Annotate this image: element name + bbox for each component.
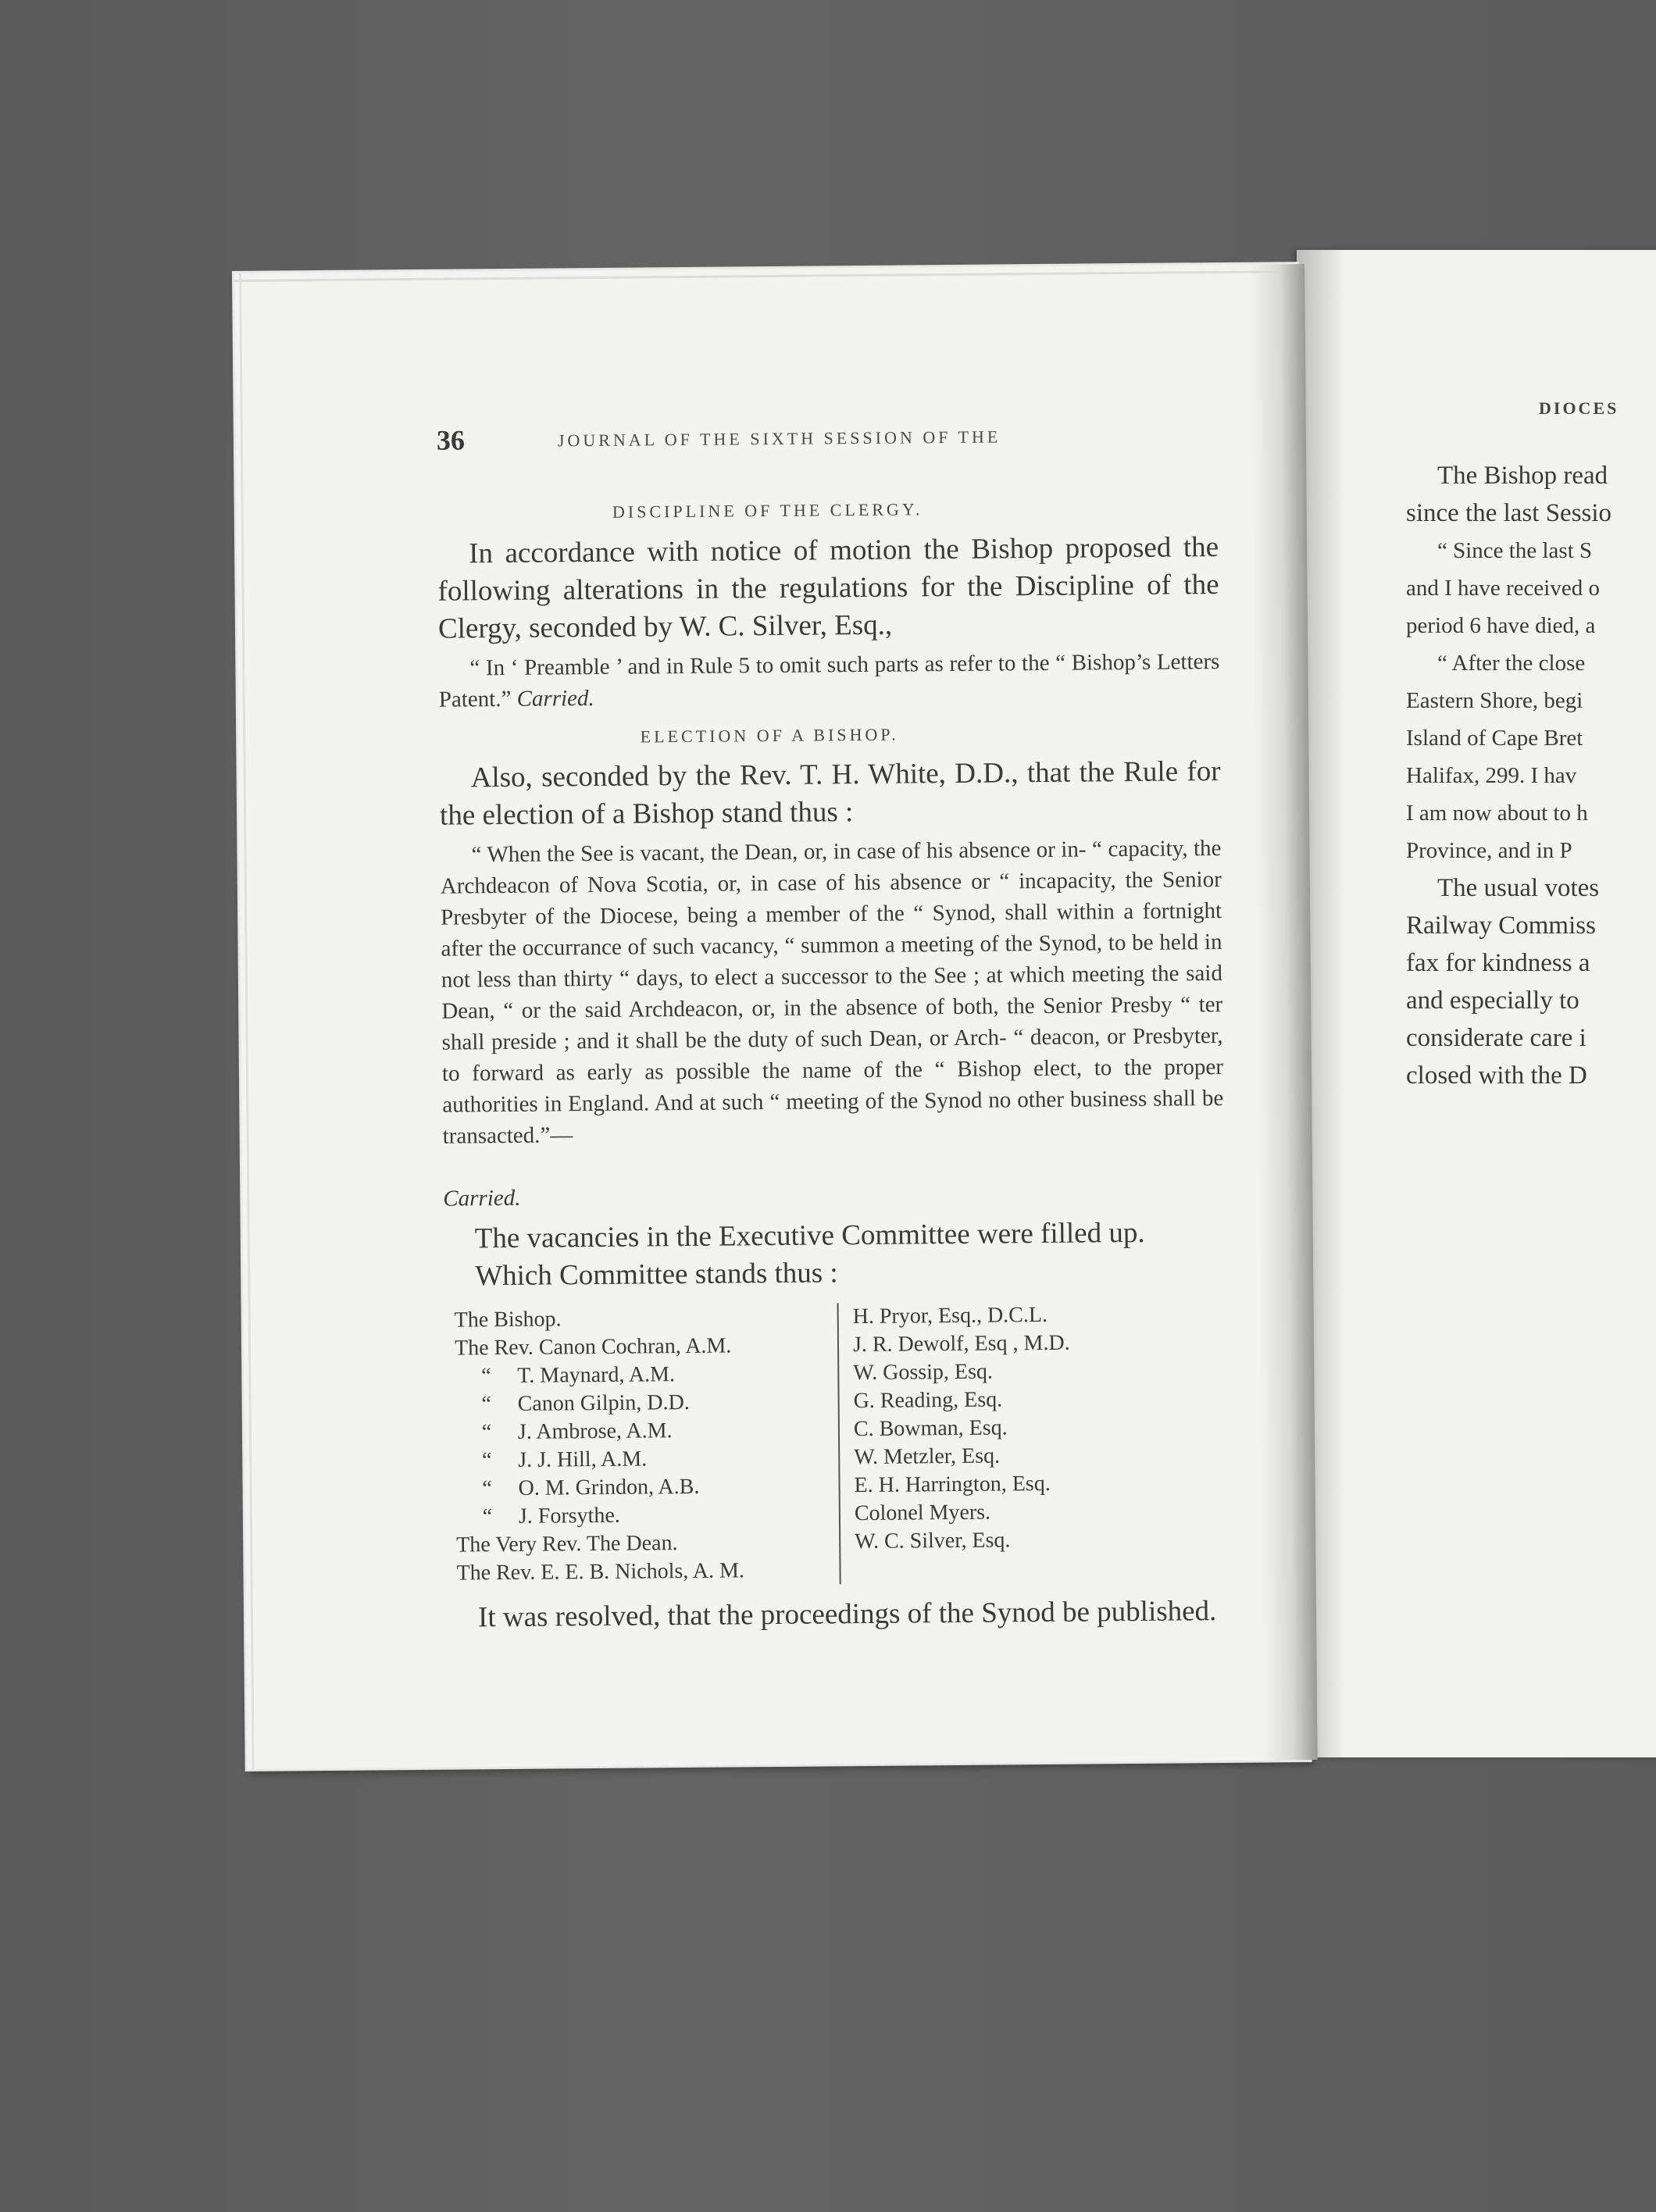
right-line: closed with the D	[1406, 1061, 1587, 1090]
committee-member: W. Metzler, Esq.	[854, 1443, 1001, 1470]
left-page	[234, 264, 1310, 1769]
right-running-head: DIOCES	[1539, 398, 1619, 418]
election-heading: ELECTION OF A BISHOP.	[640, 724, 899, 747]
committee-member: W. C. Silver, Esq.	[855, 1528, 1011, 1554]
vacancies-line-2: Which Committee stands thus :	[475, 1257, 838, 1293]
discipline-paragraph: In accordance with notice of motion the Bishop proposed the following alterations in the regulations for the Discipline of the Clergy, seconded by W. C. Silver, Esq.,	[437, 531, 1219, 645]
right-line: Halifax, 299. I hav	[1406, 763, 1577, 788]
right-page	[1297, 250, 1656, 1757]
right-line: considerate care i	[1406, 1024, 1586, 1052]
right-line: Railway Commiss	[1406, 912, 1596, 940]
committee-member: Colonel Myers.	[854, 1500, 991, 1526]
page-top-edge	[234, 270, 1297, 282]
committee-laity-column	[853, 1300, 1199, 1556]
committee-member: The Rev. Canon Cochran, A.M.	[454, 1333, 732, 1361]
ditto-mark: “	[482, 1476, 492, 1501]
committee-member: G. Reading, Esq.	[853, 1387, 1003, 1414]
committee-member: “ J. Forsythe.	[456, 1500, 831, 1531]
ditto-mark: “	[481, 1448, 492, 1473]
committee-list	[454, 1300, 1205, 1586]
discipline-carried: Carried.	[516, 686, 594, 712]
right-line: “ Since the last S	[1437, 538, 1593, 563]
committee-member: “ O. M. Grindon, A.B.	[455, 1472, 830, 1503]
right-line: Eastern Shore, begi	[1406, 688, 1583, 713]
discipline-quote: “ In ‘ Preamble ’ and in Rule 5 to omit such parts as refer to the “ Bishop’s Letters Patent.”	[438, 649, 1220, 712]
committee-member: “ T. Maynard, A.M.	[455, 1359, 830, 1390]
right-line: The Bishop read	[1437, 462, 1608, 490]
committee-member: W. Gossip, Esq.	[853, 1359, 994, 1386]
right-line: fax for kindness a	[1406, 949, 1590, 977]
right-line: period 6 have died, a	[1406, 613, 1596, 638]
right-page-text	[1406, 457, 1656, 1094]
committee-member: The Rev. E. E. B. Nichols, A. M.	[456, 1558, 745, 1586]
election-quote: “ When the See is vacant, the Dean, or, in case of his absence or in- “ capacity, the Archdeacon of Nova Scotia, or, in case of his absence or “ incapacity, the Senior Presbyter of the Diocese, being a member of the “ Synod, shall within a fortnight after the occurrance of such vacancy, “ summon a meeting of the Synod, to be held in not less than thirty “ days, to elect a successor to the See ; at which meeting the said Dean, “ or the said Archdeacon, or, in the absence of both, the Senior Presby “ ter shall preside ; and it shall be the duty of such Dean, or Arch- “ deacon, or Presbyter, to forward as early as possible the name of the “ Bishop elect, to the proper authorities in England. And at such “ meeting of the Synod no other business shall be transacted.”—	[440, 836, 1224, 1149]
election-carried-block	[443, 1176, 1224, 1215]
right-line: I am now about to h	[1406, 801, 1588, 826]
discipline-quote-block	[438, 646, 1220, 715]
committee-member: E. H. Harrington, Esq.	[854, 1471, 1051, 1498]
running-title: JOURNAL OF THE SIXTH SESSION OF THE	[557, 426, 1001, 451]
right-line: “ After the close	[1437, 651, 1586, 676]
committee-member: “ J. J. Hill, A.M.	[455, 1443, 830, 1475]
committee-member: The Bishop.	[454, 1307, 562, 1333]
election-carried: Carried.	[443, 1185, 521, 1211]
committee-member: The Very Rev. The Dean.	[456, 1531, 678, 1557]
right-line: and I have received o	[1406, 576, 1600, 601]
committee-clergy-column	[455, 1303, 841, 1587]
right-line: Province, and in P	[1406, 838, 1572, 863]
ditto-mark: “	[481, 1420, 492, 1445]
right-line: Island of Cape Bret	[1406, 726, 1583, 751]
right-line: since the last Sessio	[1406, 499, 1612, 527]
discipline-heading: DISCIPLINE OF THE CLERGY.	[612, 499, 923, 522]
vacancies-line-1: The vacancies in the Executive Committee were filled up.	[474, 1216, 1145, 1255]
committee-member: J. R. Dewolf, Esq , M.D.	[852, 1330, 1070, 1358]
committee-member: C. Bowman, Esq.	[853, 1415, 1008, 1442]
committee-member: “ J. Ambrose, A.M.	[455, 1415, 830, 1447]
ditto-mark: “	[482, 1504, 493, 1529]
committee-member: H. Pryor, Esq., D.C.L.	[852, 1302, 1048, 1329]
right-line: The usual votes	[1437, 874, 1600, 902]
page-number: 36	[436, 424, 466, 456]
election-paragraph: Also, seconded by the Rev. T. H. White, D.D., that the Rule for the election of a Bishop stand thus :	[439, 755, 1221, 832]
ditto-mark: “	[481, 1392, 491, 1417]
running-head	[437, 417, 1218, 457]
right-line: and especially to	[1406, 986, 1579, 1015]
ditto-mark: “	[480, 1364, 491, 1389]
closing-paragraph: It was resolved, that the proceedings of the Synod be published.	[477, 1595, 1217, 1634]
committee-member: “ Canon Gilpin, D.D.	[455, 1387, 830, 1418]
